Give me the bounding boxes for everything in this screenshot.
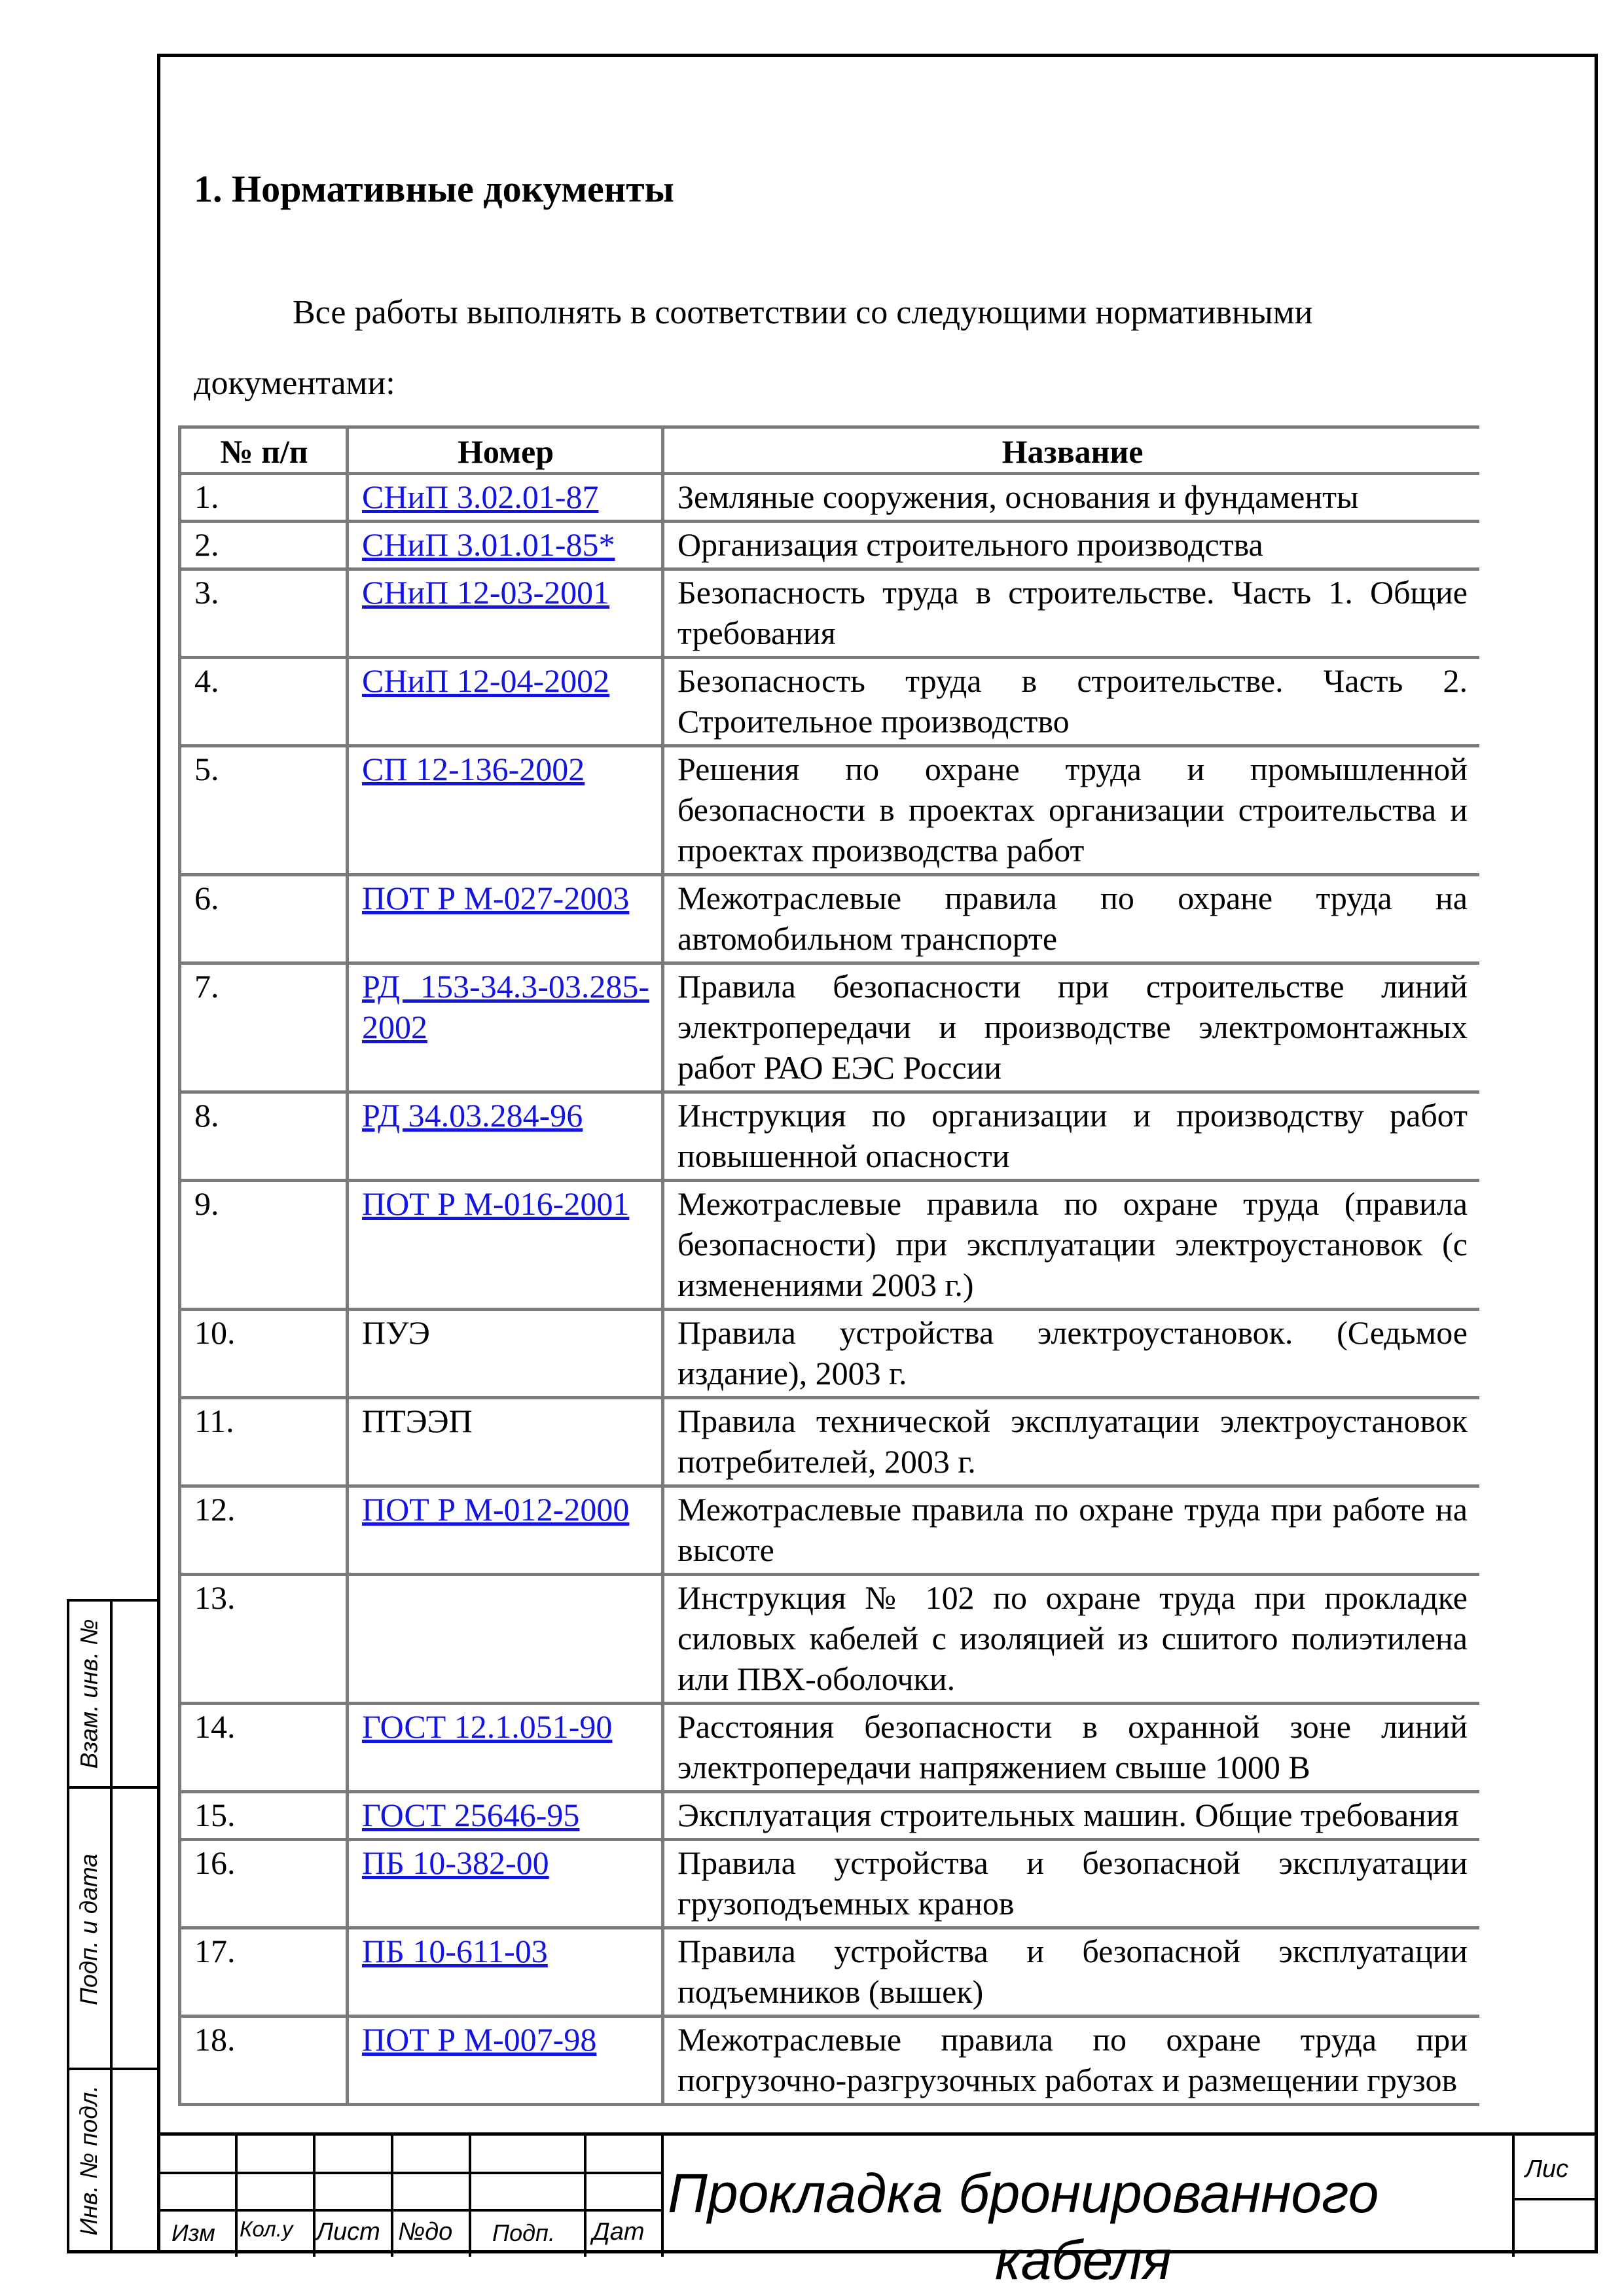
document-code-cell [348,2017,663,2105]
table-row [180,474,1480,522]
table-row [180,1181,1480,1310]
document-code-link[interactable]: СНиП 3.01.01-85* [362,526,615,563]
side-label-signature-date: Подп. и дата [75,1854,103,2005]
row-number: 15. [180,1792,348,1840]
document-code-cell [348,1181,663,1310]
row-number: 11. [180,1398,348,1486]
intro-text-line-1: Все работы выполнять в соответствии со следующими нормативными [293,294,1313,331]
row-number: 4. [180,658,348,746]
document-code-cell [348,963,663,1092]
document-code-cell [348,522,663,569]
document-code-link[interactable]: СП 12-136-2002 [362,751,585,787]
side-label-replacement: Взам. инв. № [75,1619,103,1769]
header-title: Название [663,427,1480,474]
header-code: Номер [348,427,663,474]
table-row [180,522,1480,569]
row-number: 14. [180,1704,348,1792]
table-row [180,1575,1480,1704]
document-title-cell: Эксплуатация строительных машин. Общие требования [663,1792,1480,1840]
row-number: 12. [180,1486,348,1575]
document-title-cell: Правила устройства и безопасной эксплуатации грузоподъемных кранов [663,1840,1480,1928]
document-title-cell: Правила устройства и безопасной эксплуатации подъемников (вышек) [663,1928,1480,2017]
document-code-link[interactable]: ПБ 10-611-03 [362,1933,548,1969]
document-title-cell: Организация строительного производства [663,522,1480,569]
documents-table-container [178,425,1479,2118]
row-number: 2. [180,522,348,569]
document-title-cell: Межотраслевые правила по охране труда при погрузочно-разгрузочных работах и размещении грузов [663,2017,1480,2105]
table-row [180,658,1480,746]
column-date: Дат [592,2218,645,2246]
document-title-cell: Правила технической эксплуатации электроустановок потребителей, 2003 г. [663,1398,1480,1486]
table-row [180,1704,1480,1792]
table-row [180,2017,1480,2105]
row-number: 6. [180,875,348,963]
document-title-cell: Решения по охране труда и промышленной безопасности в проектах организации строительства и проектах производства работ [663,746,1480,875]
table-row [180,963,1480,1092]
document-code-cell [348,1486,663,1575]
row-number: 8. [180,1092,348,1181]
column-sheet: Лист [316,2218,380,2246]
table-row [180,1928,1480,2017]
table-row [180,569,1480,658]
table-row [180,1486,1480,1575]
document-title-cell: Межотраслевые правила по охране труда при работе на высоте [663,1486,1480,1575]
document-title-cell: Инструкция по организации и производству работ повышенной опасности [663,1092,1480,1181]
column-doc-number: №до [398,2218,453,2246]
title-block [157,2132,1598,2291]
document-title-continued: кабеля [995,2229,1172,2291]
document-code-cell: ПУЭ [348,1310,663,1398]
table-row [180,1840,1480,1928]
normative-documents-table [178,425,1479,2106]
document-code-link[interactable]: ПОТ Р М-012-2000 [362,1491,630,1528]
sheet-label: Лис [1525,2155,1569,2183]
column-change: Изм [171,2219,215,2246]
document-title-cell: Межотраслевые правила по охране труда (правила безопасности) при эксплуатации электроустановок (с изменениями 2003 г.) [663,1181,1480,1310]
document-code-cell [348,1575,663,1704]
document-code-link[interactable]: ГОСТ 25646-95 [362,1797,580,1833]
row-number: 18. [180,2017,348,2105]
document-code-link[interactable]: СНиП 12-03-2001 [362,574,610,611]
row-number: 1. [180,474,348,522]
document-code-link[interactable]: ПОТ Р М-016-2001 [362,1185,630,1222]
document-code-cell [348,658,663,746]
table-row [180,1792,1480,1840]
table-row [180,1092,1480,1181]
row-number: 17. [180,1928,348,2017]
document-title-cell: Земляные сооружения, основания и фундаменты [663,474,1480,522]
table-header-row [180,427,1480,474]
row-number: 16. [180,1840,348,1928]
document-code-link[interactable]: ПОТ Р М-007-98 [362,2021,597,2058]
document-code-cell [348,875,663,963]
document-code-link[interactable]: ПОТ Р М-027-2003 [362,880,630,916]
document-code-cell [348,569,663,658]
document-code-link[interactable]: ГОСТ 12.1.051-90 [362,1708,613,1745]
row-number: 9. [180,1181,348,1310]
document-code-link[interactable]: ПБ 10-382-00 [362,1844,549,1881]
document-code-cell [348,1792,663,1840]
document-title-cell: Инструкция № 102 по охране труда при прокладке силовых кабелей с изоляцией из сшитого полиэтилена или ПВХ-оболочки. [663,1575,1480,1704]
row-number: 5. [180,746,348,875]
header-number: № п/п [180,427,348,474]
document-title-cell: Безопасность труда в строительстве. Часть 2. Строительное производство [663,658,1480,746]
document-title: Прокладка бронированного [668,2162,1379,2224]
table-row [180,1310,1480,1398]
table-row [180,1398,1480,1486]
row-number: 13. [180,1575,348,1704]
column-quantity: Кол.у [240,2217,293,2241]
side-stamp [67,1599,157,2253]
table-row [180,746,1480,875]
document-code-cell [348,746,663,875]
document-code-cell [348,474,663,522]
section-heading: 1. Нормативные документы [194,168,674,210]
document-title-cell: Правила устройства электроустановок. (Седьмое издание), 2003 г. [663,1310,1480,1398]
column-signature: Подп. [492,2219,555,2246]
document-code-cell [348,1704,663,1792]
intro-text-line-2: документами: [194,365,395,402]
document-code-link[interactable]: СНиП 12-04-2002 [362,662,610,699]
document-code-cell: ПТЭЭП [348,1398,663,1486]
document-code-cell [348,1928,663,2017]
document-code-link[interactable]: СНиП 3.02.01-87 [362,478,599,515]
side-label-original-inventory: Инв. № подл. [75,2085,102,2236]
document-code-cell [348,1840,663,1928]
document-code-link[interactable]: РД 153-34.3-03.285-2002 [362,968,649,1045]
table-row [180,875,1480,963]
row-number: 7. [180,963,348,1092]
document-title-cell: Правила безопасности при строительстве линий электропередачи и производстве электромонтажных работ РАО ЕЭС России [663,963,1480,1092]
document-title-cell: Безопасность труда в строительстве. Часть 1. Общие требования [663,569,1480,658]
row-number: 10. [180,1310,348,1398]
document-title-cell: Межотраслевые правила по охране труда на автомобильном транспорте [663,875,1480,963]
document-code-cell [348,1092,663,1181]
document-code-link[interactable]: РД 34.03.284-96 [362,1097,583,1134]
row-number: 3. [180,569,348,658]
document-title-cell: Расстояния безопасности в охранной зоне линий электропередачи напряжением свыше 1000 В [663,1704,1480,1792]
